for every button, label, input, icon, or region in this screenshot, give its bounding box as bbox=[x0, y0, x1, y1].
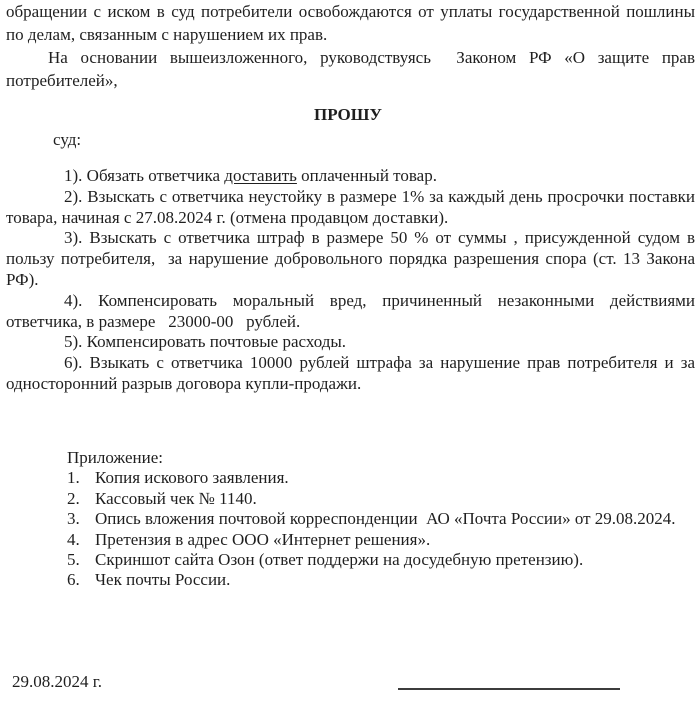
attachment-item-number: 2. bbox=[67, 488, 80, 508]
demand-item-6: 6). Взыкать с ответчика 10000 рублей штрафа за нарушение прав потребителя и за односторонний разрыв договора купли-продажи. bbox=[6, 353, 695, 393]
attachment-item bbox=[67, 489, 697, 509]
attachment-item-text: Копия искового заявления. bbox=[95, 468, 289, 488]
attachment-item bbox=[67, 468, 697, 488]
demand-item-1-underlined-word: доставить bbox=[224, 166, 297, 185]
attachment-item-text: Скриншот сайта Озон (ответ поддержи на досудебную претензию). bbox=[95, 550, 584, 570]
attachment-item-text: Опись вложения почтовой корреспонденции АО «Почта России» от 29.08.2024. bbox=[95, 509, 676, 529]
demand-item-2: 2). Взыскать с ответчика неустойку в размере 1% за каждый день просрочки поставки товара, начиная с 27.08.2024 г. (отмена продавцом доставки). bbox=[6, 186, 695, 227]
attachment-item bbox=[67, 570, 697, 590]
signature-line bbox=[398, 688, 620, 690]
attachment-item-text: Чек почты России. bbox=[95, 570, 231, 590]
attachment-item-number: 5. bbox=[67, 550, 80, 570]
demands-section bbox=[6, 166, 695, 395]
attachment-item bbox=[67, 550, 697, 570]
attachment-item-text: Претензия в адрес ООО «Интернет решения». bbox=[95, 529, 431, 549]
demand-item-5: 5). Компенсировать почтовые расходы. bbox=[64, 332, 347, 352]
intro-paragraph-continuation: обращении с иском в суд потребители освобождаются от уплаты государственной пошлины по делам, связанным с нарушением их прав. bbox=[6, 2, 695, 44]
demand-item-4: 4). Компенсировать моральный вред, причиненный незаконными действиями ответчика, в размере 23000-00 рублей. bbox=[6, 290, 695, 331]
demand-item-3: 3). Взыскать с ответчика штраф в размере 50 % от суммы , присужденной судом в пользу потребителя, за нарушение добровольного порядка разрешения спора (ст. 13 Закона РФ). bbox=[6, 228, 695, 289]
attachments-section bbox=[67, 448, 697, 591]
attachment-item bbox=[67, 509, 697, 529]
attachment-item-number: 4. bbox=[67, 529, 80, 549]
attachment-item-text: Кассовый чек № 1140. bbox=[95, 488, 257, 508]
attachment-item-number: 3. bbox=[67, 509, 80, 529]
addressee-label: суд: bbox=[53, 130, 82, 149]
petition-heading: ПРОШУ bbox=[314, 105, 382, 124]
attachment-item bbox=[67, 530, 697, 550]
document-date: 29.08.2024 г. bbox=[12, 672, 103, 691]
demand-item-1 bbox=[6, 166, 695, 187]
demand-item-1-prefix: 1). Обязать ответчика bbox=[64, 166, 225, 185]
attachment-item-number: 6. bbox=[67, 570, 80, 590]
demand-item-1-suffix: оплаченный товар. bbox=[296, 166, 437, 185]
attachments-title: Приложение: bbox=[67, 448, 163, 467]
intro-paragraph-basis: На основании вышеизложенного, руководствуясь Законом РФ «О защите прав потребителей», bbox=[6, 48, 695, 90]
attachment-item-number: 1. bbox=[67, 468, 80, 488]
intro-section bbox=[6, 0, 695, 92]
